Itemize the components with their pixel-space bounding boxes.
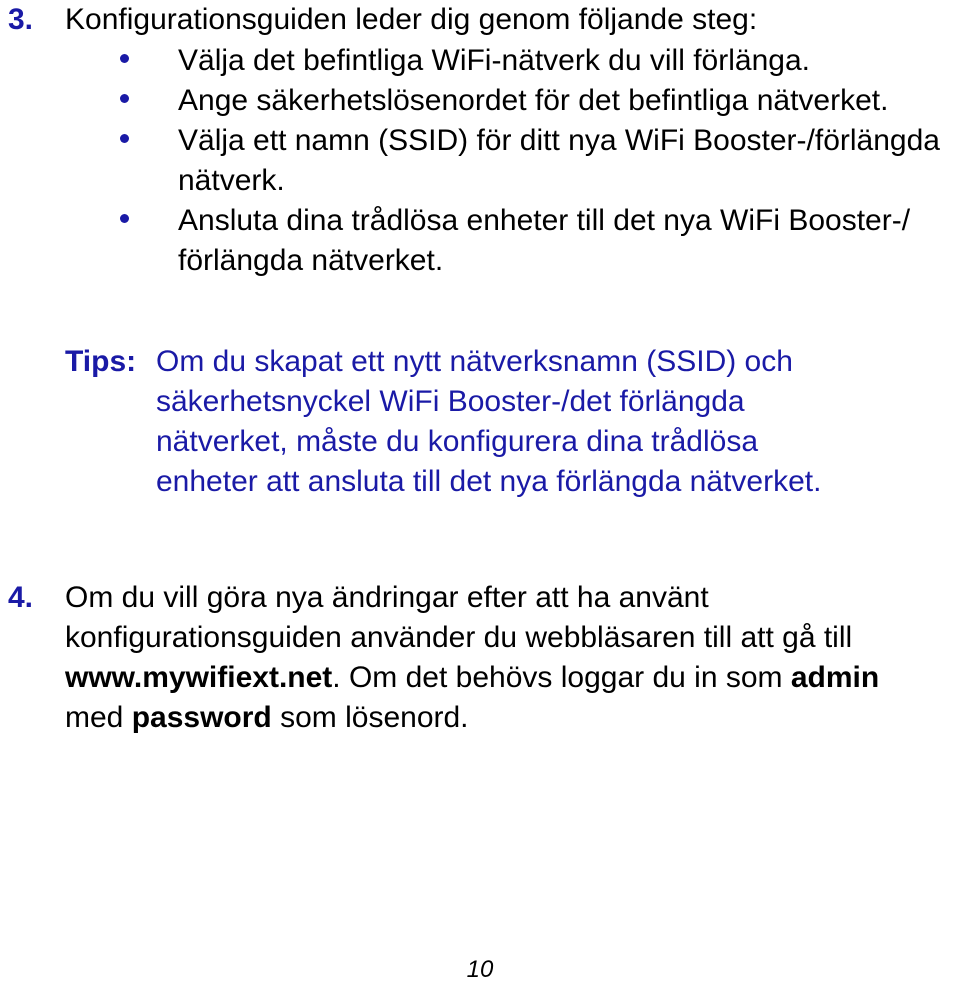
- bullet-text: Välja det befintliga WiFi-nätverk du vill förlänga.: [178, 44, 810, 77]
- bullet-dot-icon: [120, 54, 129, 63]
- bullet-dot-icon: [120, 94, 129, 103]
- step-4-end-text: som lösenord.: [271, 701, 469, 734]
- step-4-text: [65, 578, 960, 738]
- step-4-number: 4.: [8, 581, 34, 614]
- step-4-line-1: Om du vill göra nya ändringar efter att ha använt: [65, 581, 709, 614]
- step-4-line-4: [65, 698, 960, 738]
- bullet-text: Ange säkerhetslösenordet för det befintliga nätverket.: [178, 84, 889, 117]
- page-number: 10: [466, 956, 494, 983]
- bullet-text: Välja ett namn (SSID) för ditt nya WiFi Booster-/förlängda nätverk.: [178, 124, 940, 197]
- step-4-login-text: . Om det behövs loggar du in som: [332, 661, 791, 694]
- router-url-link[interactable]: www.mywifiext.net: [65, 661, 333, 694]
- step-4-line-2: konfigurationsguiden använder du webbläsaren till att gå till: [65, 621, 853, 654]
- bullet-item-select-network: [0, 41, 960, 81]
- bullet-item-enter-password: [0, 81, 960, 121]
- bullet-dot-icon: [120, 134, 129, 143]
- step-4-with-text: med: [65, 701, 132, 734]
- tips-label: Tips:: [65, 345, 137, 378]
- step-3-number: 3.: [8, 3, 34, 36]
- bullet-item-connect-devices: [0, 201, 960, 281]
- step-3-bullet-list: [0, 41, 960, 281]
- bullet-dot-icon: [120, 214, 129, 223]
- admin-username: admin: [790, 661, 880, 694]
- step-4-line-3: [65, 658, 960, 698]
- bullet-text: Ansluta dina trådlösa enheter till det nya WiFi Booster-/ förlängda nätverket.: [178, 204, 911, 277]
- tips-text: Om du skapat ett nytt nätverksnamn (SSID) och säkerhetsnyckel WiFi Booster-/det förlängda nätverket, måste du konfigurera dina trådlösa enheter att ansluta till det nya förlängda nätverket.: [156, 345, 822, 498]
- step-3-intro: Konfigurationsguiden leder dig genom följande steg:: [65, 3, 758, 36]
- default-password: password: [131, 701, 272, 734]
- bullet-item-choose-ssid: [0, 121, 960, 201]
